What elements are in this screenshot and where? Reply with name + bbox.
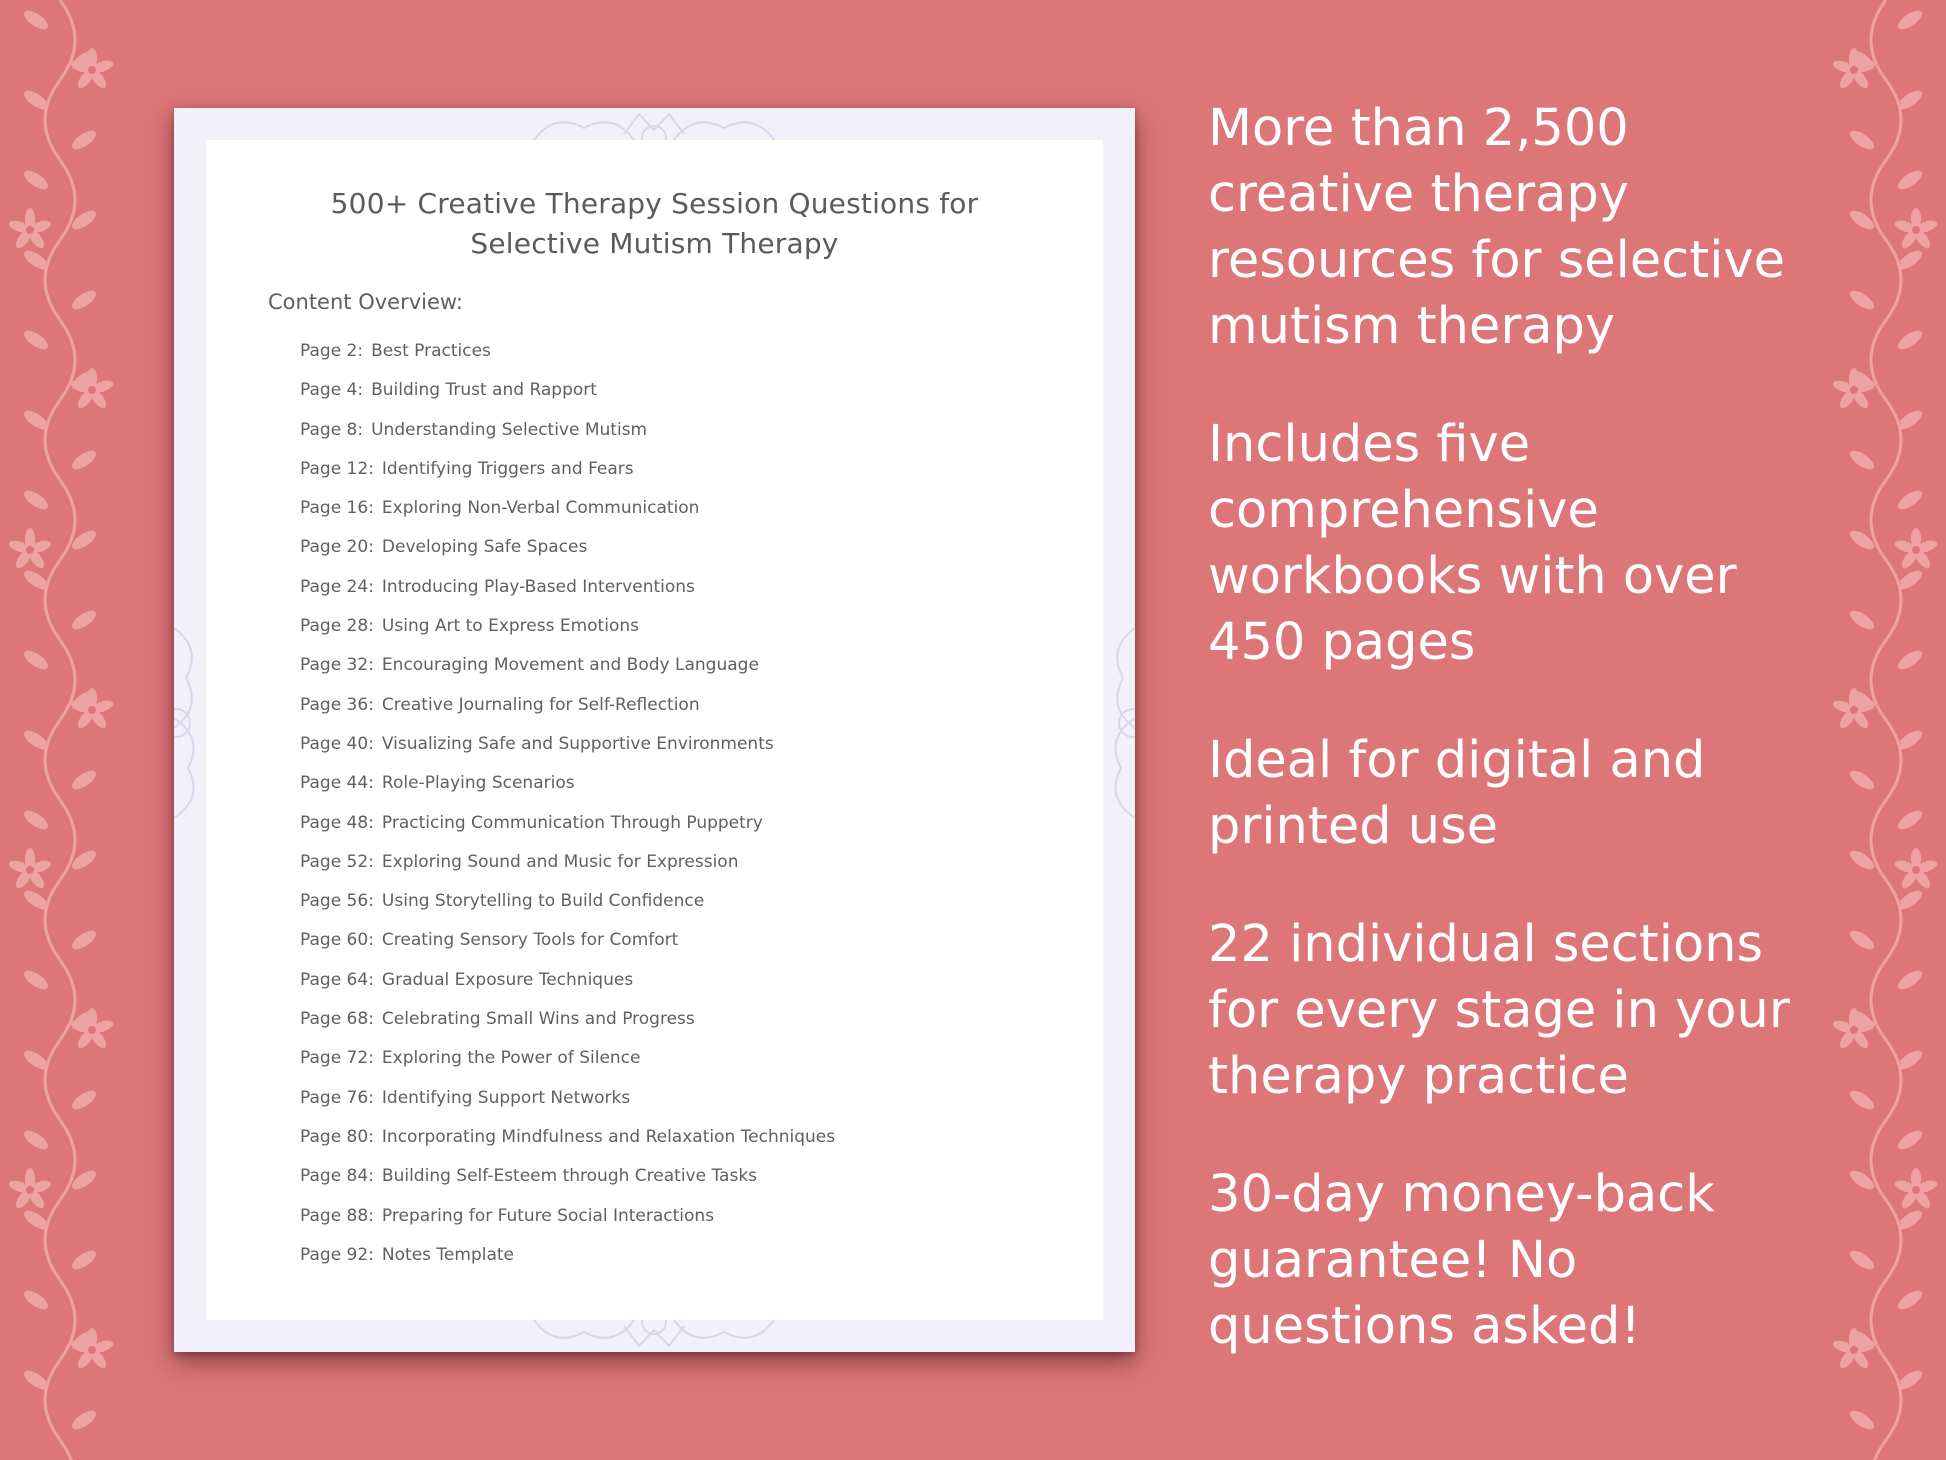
toc-section-title: Building Trust and Rapport — [371, 380, 597, 401]
toc-page-number: Page 12: — [300, 458, 374, 479]
toc-page-number: Page 28: — [300, 616, 374, 637]
toc-page-number: Page 88: — [300, 1205, 374, 1226]
toc-section-title: Role-Playing Scenarios — [381, 773, 575, 794]
toc-page-number: Page 24: — [300, 576, 374, 597]
toc-page-number: Page 84: — [300, 1166, 374, 1187]
toc-item — [300, 615, 835, 654]
toc-section-title: Visualizing Safe and Supportive Environments — [381, 733, 774, 754]
toc-section-title: Developing Safe Spaces — [381, 537, 588, 558]
feature-line: comprehensive — [1208, 481, 1599, 540]
feature-line: for every stage in your — [1208, 981, 1790, 1040]
toc-page-number: Page 92: — [300, 1244, 374, 1265]
toc-item — [300, 340, 835, 379]
toc-page-number: Page 72: — [300, 1048, 374, 1069]
toc-item — [300, 419, 835, 458]
toc-page-number: Page 4: — [300, 380, 364, 401]
toc-section-title: Encouraging Movement and Body Language — [381, 655, 759, 676]
page-content — [206, 140, 1103, 1320]
feature-line: Includes five — [1208, 415, 1531, 474]
toc-item — [300, 1047, 835, 1086]
toc-item — [300, 851, 835, 890]
feature-text — [1208, 912, 1908, 1110]
toc-section-title: Practicing Communication Through Puppetry — [381, 812, 763, 833]
toc-section-title: Best Practices — [371, 341, 491, 361]
feature-line: workbooks with over — [1208, 547, 1737, 606]
toc-item — [300, 812, 835, 851]
toc-page-number: Page 16: — [300, 498, 374, 519]
toc-section-title: Exploring the Power of Silence — [381, 1048, 641, 1069]
toc-section-title: Celebrating Small Wins and Progress — [381, 1009, 695, 1030]
floral-vine-left-icon — [0, 0, 130, 1460]
toc-item — [300, 379, 835, 418]
feature-line: questions asked! — [1208, 1297, 1641, 1356]
feature-line: creative therapy — [1208, 165, 1629, 224]
document-title-line: 500+ Creative Therapy Session Questions for — [330, 187, 979, 220]
toc-item — [300, 890, 835, 929]
feature-list — [1208, 96, 1908, 1412]
toc-page-number: Page 64: — [300, 969, 374, 990]
feature-text — [1208, 728, 1908, 860]
toc-page-number: Page 8: — [300, 419, 364, 440]
toc-item — [300, 1165, 835, 1204]
mandala-icon — [174, 608, 208, 838]
feature-line: 22 individual sections — [1208, 915, 1764, 974]
toc-item — [300, 1244, 835, 1283]
toc-item — [300, 536, 835, 575]
toc-item — [300, 458, 835, 497]
toc-item — [300, 694, 835, 733]
toc-page-number: Page 20: — [300, 537, 374, 558]
toc-page-number: Page 80: — [300, 1126, 374, 1147]
toc-item — [300, 1126, 835, 1165]
toc-section-title: Understanding Selective Mutism — [371, 419, 648, 440]
toc-section-title: Incorporating Mindfulness and Relaxation Techniques — [381, 1126, 836, 1147]
toc-section-title: Exploring Sound and Music for Expression — [381, 851, 739, 872]
feature-line: mutism therapy — [1208, 297, 1616, 356]
toc-item — [300, 654, 835, 693]
toc-section-title: Creative Journaling for Self-Reflection — [381, 694, 700, 715]
toc-section-title: Using Storytelling to Build Confidence — [381, 891, 705, 912]
toc-section-title: Identifying Triggers and Fears — [381, 458, 634, 479]
toc-page-number: Page 44: — [300, 773, 374, 794]
content-overview-heading: Content Overview: — [268, 290, 463, 314]
feature-text — [1208, 1162, 1908, 1360]
toc-page-number: Page 60: — [300, 930, 374, 951]
document-title-line: Selective Mutism Therapy — [470, 227, 839, 260]
feature-line: printed use — [1208, 797, 1499, 856]
toc-page-number: Page 48: — [300, 812, 374, 833]
toc-section-title: Identifying Support Networks — [381, 1087, 631, 1108]
feature-text — [1208, 96, 1908, 360]
toc-item — [300, 772, 835, 811]
toc-item — [300, 497, 835, 536]
feature-line: 30-day money-back — [1208, 1165, 1715, 1224]
document-title — [206, 184, 1103, 264]
toc-section-title: Using Art to Express Emotions — [381, 616, 639, 637]
feature-line: 450 pages — [1208, 613, 1476, 672]
workbook-page-preview — [174, 108, 1135, 1352]
toc-item — [300, 1008, 835, 1047]
table-of-contents — [300, 340, 835, 1283]
toc-section-title: Notes Template — [381, 1244, 514, 1265]
toc-item — [300, 1087, 835, 1126]
toc-page-number: Page 68: — [300, 1009, 374, 1030]
feature-line: Ideal for digital and — [1208, 731, 1706, 790]
toc-page-number: Page 76: — [300, 1087, 374, 1108]
toc-section-title: Gradual Exposure Techniques — [381, 969, 634, 990]
toc-section-title: Creating Sensory Tools for Comfort — [381, 930, 679, 951]
toc-item — [300, 733, 835, 772]
mandala-icon — [1101, 608, 1135, 838]
toc-item — [300, 929, 835, 968]
toc-page-number: Page 52: — [300, 851, 374, 872]
toc-section-title: Introducing Play-Based Interventions — [381, 576, 695, 597]
toc-page-number: Page 36: — [300, 694, 374, 715]
toc-page-number: Page 56: — [300, 891, 374, 912]
feature-line: guarantee! No — [1208, 1231, 1578, 1290]
toc-item — [300, 576, 835, 615]
feature-line: More than 2,500 — [1208, 99, 1629, 158]
toc-section-title: Exploring Non-Verbal Communication — [381, 498, 700, 519]
toc-page-number: Page 32: — [300, 655, 374, 676]
feature-line: resources for selective — [1208, 231, 1785, 290]
feature-text — [1208, 412, 1908, 676]
toc-section-title: Preparing for Future Social Interactions — [381, 1205, 715, 1226]
toc-item — [300, 1205, 835, 1244]
feature-line: therapy practice — [1208, 1047, 1629, 1106]
mandala-icon — [514, 108, 794, 140]
toc-section-title: Building Self-Esteem through Creative Tasks — [381, 1166, 758, 1187]
toc-page-number: Page 40: — [300, 733, 374, 754]
toc-item — [300, 969, 835, 1008]
toc-page-number: Page 2: — [300, 341, 364, 361]
mandala-icon — [514, 1320, 794, 1352]
